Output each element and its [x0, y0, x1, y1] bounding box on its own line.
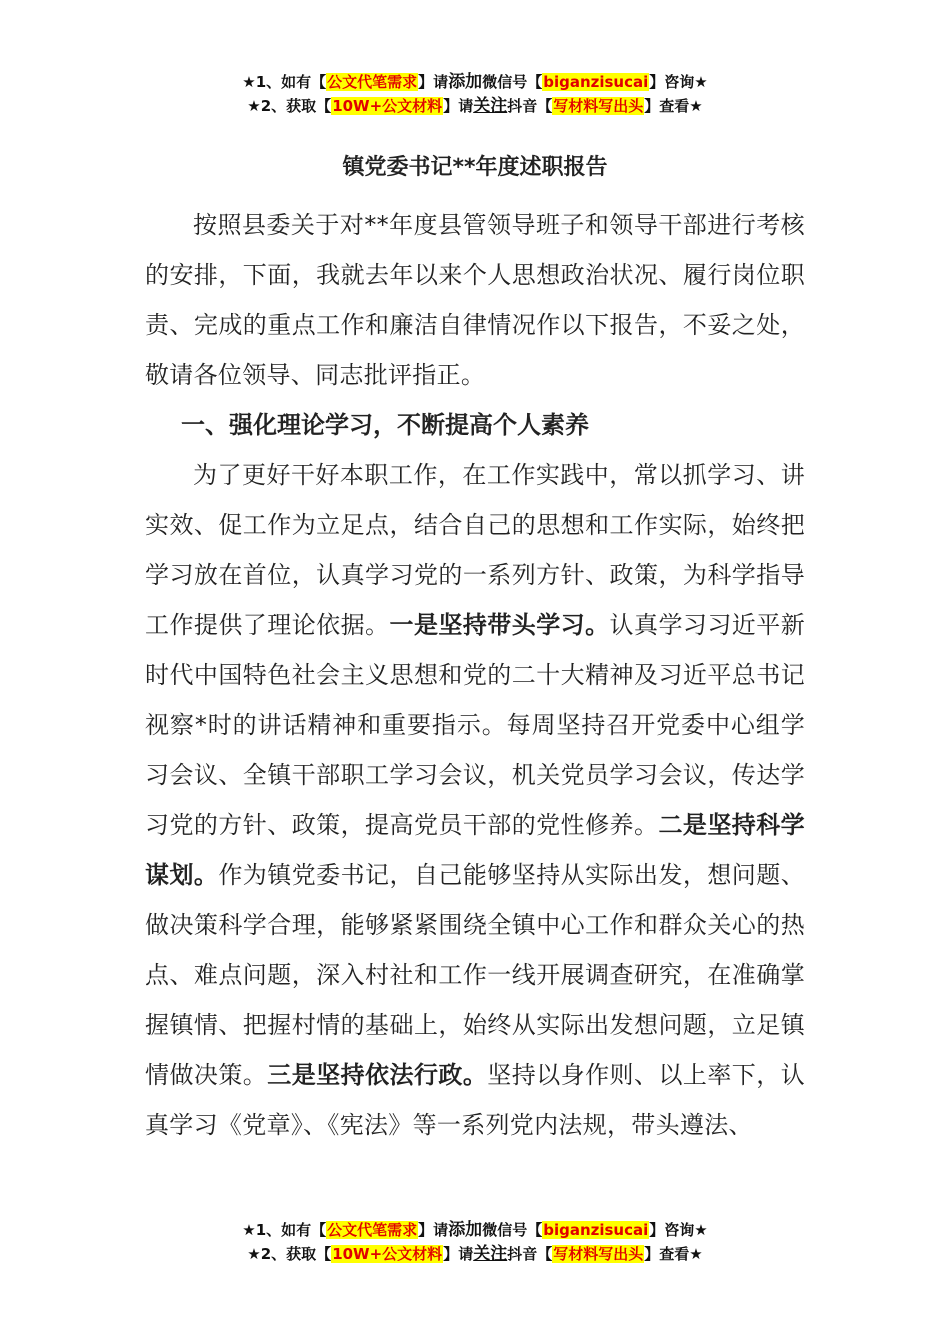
point-2-label: 二是坚持科学谋划。: [145, 811, 805, 889]
highlight-wechat-id: biganzisucai: [543, 1221, 649, 1239]
point-3-label: 三是坚持依法行政。: [267, 1061, 488, 1089]
banner-text: 】查看: [644, 97, 690, 115]
star-icon: ★: [689, 97, 703, 115]
body-text: 为了更好干好本职工作，在工作实践中，常以抓学习、讲实效、促工作为立足点，结合自己的思想和工作实际，始终把学习放在首位，认真学习党的一系列方针、政策，为科学指导工作提供了理论依据。: [145, 461, 805, 639]
banner-text: 】咨询: [649, 73, 695, 91]
star-icon: ★: [694, 73, 708, 91]
highlight-service: 公文代笔需求: [327, 73, 418, 91]
banner-text: 1、如有【: [255, 73, 327, 91]
bottom-banner: [0, 1218, 950, 1266]
emphasis-follow: 关注: [473, 1244, 508, 1264]
banner-line-1: [0, 70, 950, 94]
banner-text: 】咨询: [649, 1221, 695, 1239]
highlight-wechat-id: biganzisucai: [543, 73, 649, 91]
banner-line-2: [0, 94, 950, 118]
highlight-douyin: 写材料写出头: [553, 97, 644, 115]
section-heading-1: 一、强化理论学习，不断提高个人素养: [181, 411, 589, 439]
top-banner: [0, 70, 950, 118]
banner-text: 微信号【: [482, 73, 543, 91]
document-body: [145, 148, 805, 1150]
highlight-douyin: 写材料写出头: [553, 1245, 644, 1263]
emphasis-follow: 关注: [473, 96, 508, 116]
star-icon: ★: [247, 1245, 261, 1263]
point-1-label: 一是坚持带头学习。: [389, 611, 610, 639]
star-icon: ★: [242, 1221, 256, 1239]
star-icon: ★: [694, 1221, 708, 1239]
banner-text: 2、获取【: [260, 1245, 332, 1263]
banner-text: 1、如有【: [255, 1221, 327, 1239]
body-text: 作为镇党委书记，自己能够坚持从实际出发，想问题、做决策科学合理，能够紧紧围绕全镇中心工作和群众关心的热点、难点问题，深入村社和工作一线开展调查研究，在准确掌握镇情、把握村情的基础上，始终从实际出发想问题，立足镇情做决策。: [145, 861, 805, 1089]
banner-text: 2、获取【: [260, 97, 332, 115]
emphasis-add: 添加: [448, 1220, 483, 1240]
banner-line-1: [0, 1218, 950, 1242]
star-icon: ★: [689, 1245, 703, 1263]
banner-text: 】请: [443, 97, 474, 115]
banner-text: 微信号【: [482, 1221, 543, 1239]
highlight-materials: 10W+公文材料: [332, 97, 443, 115]
banner-text: 】请: [418, 73, 449, 91]
highlight-service: 公文代笔需求: [327, 1221, 418, 1239]
star-icon: ★: [247, 97, 261, 115]
banner-text: 抖音【: [507, 1245, 553, 1263]
highlight-materials: 10W+公文材料: [332, 1245, 443, 1263]
banner-text: 】请: [418, 1221, 449, 1239]
body-text: 坚持以身作则、以上率下，认真学习《党章》、《宪法》等一系列党内法规，带头遵法、: [145, 1061, 805, 1139]
intro-paragraph: 按照县委关于对**年度县管领导班子和领导干部进行考核的安排，下面，我就去年以来个人思想政治状况、履行岗位职责、完成的重点工作和廉洁自律情况作以下报告，不妥之处，敬请各位领导、同志批评指正。: [145, 211, 805, 389]
banner-line-2: [0, 1242, 950, 1266]
star-icon: ★: [242, 73, 256, 91]
banner-text: 抖音【: [507, 97, 553, 115]
document-title: 镇党委书记**年度述职报告: [342, 155, 608, 180]
banner-text: 】查看: [644, 1245, 690, 1263]
body-text: 认真学习习近平新时代中国特色社会主义思想和党的二十大精神及习近平总书记视察*时的讲话精神和重要指示。每周坚持召开党委中心组学习会议、全镇干部职工学习会议，机关党员学习会议，传达学习党的方针、政策，提高党员干部的党性修养。: [145, 611, 805, 839]
emphasis-add: 添加: [448, 72, 483, 92]
banner-text: 】请: [443, 1245, 474, 1263]
section-1-paragraph: [145, 450, 805, 1150]
